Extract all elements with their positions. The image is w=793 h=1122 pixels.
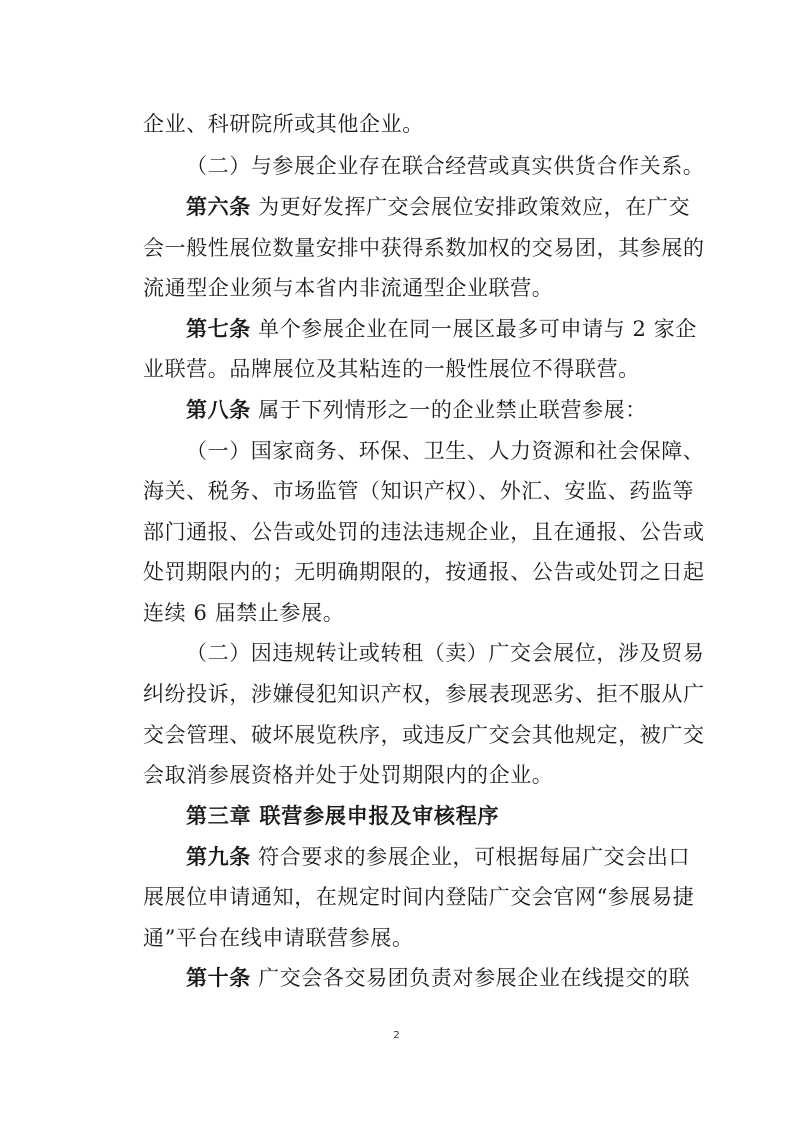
text-line: 海关、税务、市场监管（知识产权）、外汇、安监、药监等 xyxy=(143,479,695,503)
text-line: 流通型企业须与本省内非流通型企业联营。 xyxy=(143,276,554,300)
article-10-line: 第十条 广交会各交易团负责对参展企业在线提交的联 xyxy=(186,966,691,990)
text-line: 交会管理、破坏展览秩序，或违反广交会其他规定，被广交 xyxy=(143,723,705,747)
chapter-heading: 第三章 联营参展申报及审核程序 xyxy=(186,804,500,828)
text-line: 业联营。品牌展位及其粘连的一般性展位不得联营。 xyxy=(143,357,640,381)
text-line: 处罚期限内的；无明确期限的，按通报、公告或处罚之日起 xyxy=(143,560,705,584)
article-heading: 第八条 xyxy=(186,398,251,422)
article-8-line: 第八条 属于下列情形之一的企业禁止联营参展： xyxy=(186,398,647,422)
article-heading: 第六条 xyxy=(186,195,251,219)
text-line: 会一般性展位数量安排中获得系数加权的交易团，其参展的 xyxy=(143,236,705,260)
page-number: 2 xyxy=(393,1030,400,1041)
article-6-line: 第六条 为更好发挥广交会展位安排政策效应，在广交 xyxy=(186,195,691,219)
article-heading: 第七条 xyxy=(186,317,251,341)
text-line: （一）国家商务、环保、卫生、人力资源和社会保障、 xyxy=(186,439,705,463)
text-line: 展展位申请通知，在规定时间内登陆广交会官网“参展易捷 xyxy=(143,885,695,909)
text-line: 企业、科研院所或其他企业。 xyxy=(143,112,424,136)
article-heading: 第九条 xyxy=(186,845,251,869)
text-line: 通”平台在线申请联营参展。 xyxy=(143,926,414,950)
text-line: 纠纷投诉，涉嫌侵犯知识产权，参展表现恶劣、拒不服从广 xyxy=(143,682,705,706)
text-line: 连续 6 届禁止参展。 xyxy=(143,601,345,625)
text-line: （二）因违规转让或转租（卖）广交会展位，涉及贸易 xyxy=(186,641,705,665)
text-line: （二）与参展企业存在联合经营或真实供货合作关系。 xyxy=(186,154,705,178)
article-9-line: 第九条 符合要求的参展企业，可根据每届广交会出口 xyxy=(186,845,691,869)
article-7-line: 第七条 单个参展企业在同一展区最多可申请与 2 家企 xyxy=(186,317,697,341)
text-line: 部门通报、公告或处罚的违法违规企业，且在通报、公告或 xyxy=(143,520,705,544)
text-line: 会取消参展资格并处于处罚期限内的企业。 xyxy=(143,763,554,787)
article-heading: 第十条 xyxy=(186,966,251,990)
